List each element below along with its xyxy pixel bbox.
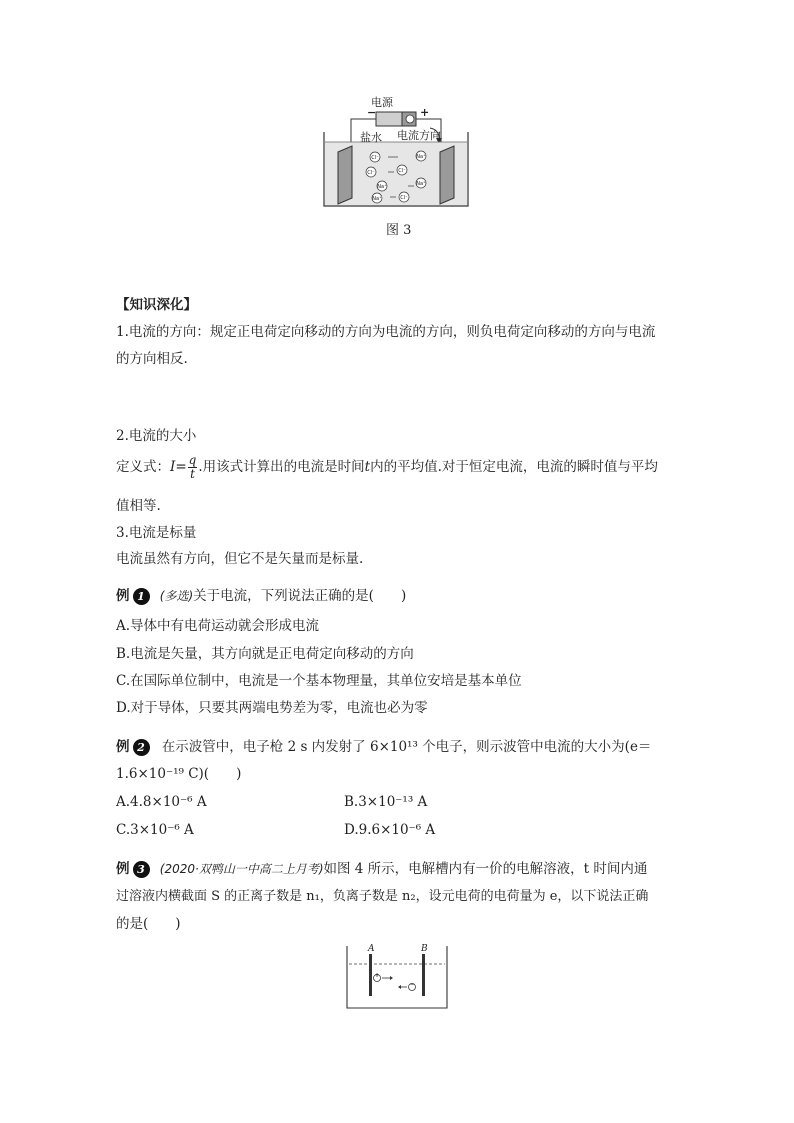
example-3-stem: 例 3 (2020·双鸭山一中高二上月考)如图 4 所示，电解槽内有一价的电解溶液，t 时间内通 — [116, 861, 648, 877]
figure-4-label-a: A — [368, 944, 375, 954]
svg-text:Na⁺: Na⁺ — [372, 196, 382, 202]
example-2-option-b: B.3×10⁻¹³ A — [344, 794, 428, 810]
left-electrode — [338, 146, 352, 204]
example-2-mark: 例 2 — [116, 737, 150, 757]
svg-text:Cl⁻: Cl⁻ — [400, 195, 408, 201]
right-electrode — [440, 146, 454, 204]
example-2-option-a: A.4.8×10⁻⁶ A — [116, 794, 207, 810]
example-1-option-b: B.电流是矢量，其方向就是正电荷定向移动的方向 — [116, 646, 414, 662]
example-number-icon: 1 — [133, 588, 150, 605]
figure-4-electrolytic-cell — [344, 944, 450, 1012]
paragraph-2-definition: 定义式：I= $\frac{q}{t}$ .用该式计算出的电流是时间t内的平均值.对于恒定电流，电流的瞬时值与平均 — [116, 453, 658, 481]
svg-text:Na⁺: Na⁺ — [416, 154, 426, 160]
example-3-stem-line-2: 过溶液内横截面 S 的正离子数是 n₁，负离子数是 n₂，设元电荷的电荷量为 e，以下说法正确 — [116, 889, 649, 904]
example-1-option-d: D.对于导体，只要其两端电势差为零，电流也必为零 — [116, 700, 428, 716]
example-1-stem: 例 1 (多选)关于电流，下列说法正确的是( ) — [116, 588, 407, 604]
svg-text:Cl⁻: Cl⁻ — [398, 168, 406, 174]
electrode-a — [369, 954, 372, 996]
fraction-q-over-t: $\frac{q}{t}$ — [188, 453, 197, 481]
power-label: 电源 — [371, 96, 393, 109]
minus-terminal-label: − — [367, 106, 377, 119]
plus-terminal-label: + — [420, 106, 430, 119]
example-2-stem: 例 2 在示波管中，电子枪 2 s 内发射了 6×10¹³ 个电子，则示波管中电流的大小为(e＝ — [116, 739, 652, 755]
paragraph-2-line-2: 值相等. — [116, 498, 161, 514]
svg-text:Na⁺: Na⁺ — [416, 181, 426, 187]
example-number-icon: 3 — [133, 861, 150, 878]
paragraph-3-text: 电流虽然有方向，但它不是矢量而是标量. — [116, 551, 364, 567]
figure-3-electrolysis — [318, 100, 478, 212]
svg-text:Cl⁻: Cl⁻ — [367, 170, 375, 176]
example-number-icon: 2 — [133, 739, 150, 756]
example-2-stem-line-2: 1.6×10⁻¹⁹ C)( ) — [116, 766, 242, 782]
example-1-option-a: A.导体中有电荷运动就会形成电流 — [116, 618, 320, 634]
positive-ion-sign: + — [374, 972, 380, 979]
paragraph-1-line-1: 1.电流的方向：规定正电荷定向移动的方向为电流的方向，则负电荷定向移动的方向与电流 — [116, 324, 656, 340]
electrode-b — [422, 954, 425, 996]
example-1-option-c: C.在国际单位制中，电流是一个基本物理量，其单位安培是基本单位 — [116, 673, 522, 689]
example-3-mark: 例 3 — [116, 859, 150, 879]
example-3-stem-line-3: 的是( ) — [116, 916, 181, 932]
negative-ion-sign: − — [410, 981, 416, 988]
paragraph-3-title: 3.电流是标量 — [116, 525, 197, 541]
saltwater-label: 盐水 — [360, 131, 382, 144]
section-title: 【知识深化】 — [116, 297, 197, 313]
paragraph-2-title: 2.电流的大小 — [116, 428, 197, 444]
paragraph-1-line-2: 的方向相反. — [116, 351, 188, 367]
example-2-option-d: D.9.6×10⁻⁶ A — [344, 822, 436, 838]
current-direction-label: 电流方向 — [397, 129, 441, 142]
example-1-mark: 例 1 — [116, 586, 150, 606]
figure-3-caption: 图 3 — [386, 223, 412, 238]
figure-4-label-b: B — [421, 944, 428, 954]
svg-text:Na⁺: Na⁺ — [377, 184, 387, 190]
example-2-option-c: C.3×10⁻⁶ A — [116, 822, 194, 838]
svg-text:Cl⁻: Cl⁻ — [371, 155, 379, 161]
